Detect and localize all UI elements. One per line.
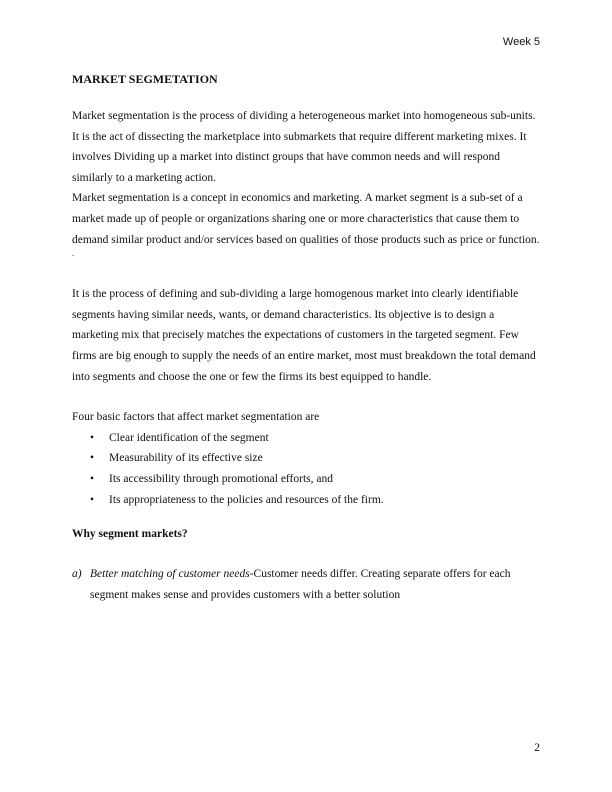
- spacer: [72, 264, 542, 284]
- factors-list: [72, 428, 542, 510]
- week-label: Week 5: [502, 36, 540, 48]
- list-item: • Its accessibility through promotional efforts, and: [72, 469, 542, 490]
- bullet-icon: •: [90, 452, 95, 465]
- section-heading: Why segment markets?: [72, 528, 188, 541]
- reason-label: a): [72, 568, 82, 581]
- reason-term: Better matching of customer needs: [90, 568, 250, 581]
- paragraph-process: It is the process of defining and sub-dividing a large homogenous market into clearly identifiable segments having similar needs, wants, or demand characteristics. Its objective is to design a marketing mix that precisely matches the expectations of customers in the targeted segment. Few firms are big enough to supply the needs of an entire market, most must breakdown the total demand into segments and choose the one or few the firms its best equipped to handle.: [72, 288, 536, 383]
- paragraph-definition: Market segmentation is the process of dividing a heterogeneous market into homogeneous sub-units. It is the act of dissecting the marketplace into submarkets that require different marketing mixes. It involves Dividing up a market into distinct groups that have common needs and will respond similarly to a marketing action.: [72, 110, 536, 184]
- document-title: MARKET SEGMETATION: [72, 72, 218, 86]
- list-item: • Clear identification of the segment: [72, 428, 542, 449]
- spacer: [72, 387, 542, 407]
- page-header: [503, 36, 540, 48]
- bullet-icon: •: [90, 472, 95, 485]
- page-number: 2: [534, 742, 540, 754]
- document-body: [72, 72, 542, 605]
- paragraph-factors-intro: Four basic factors that affect market segmentation are: [72, 411, 320, 424]
- reason-item: [72, 564, 542, 605]
- bullet-icon: •: [90, 493, 95, 506]
- paragraph-concept: Market segmentation is a concept in economics and marketing. A market segment is a sub-set of a market made up of people or organizations sharing one or more characteristics that cause them to demand similar product and/or services based on qualities of those products such as price or function.: [72, 192, 540, 246]
- list-item: • Its appropriateness to the policies and resources of the firm.: [72, 490, 542, 511]
- list-item: • Measurability of its effective size: [72, 448, 542, 469]
- bullet-icon: •: [90, 431, 95, 444]
- stray-dot: .: [72, 249, 74, 259]
- reason-text: -Customer needs differ. Creating separate offers for each segment makes sense and provides customers with a better solution: [90, 568, 511, 601]
